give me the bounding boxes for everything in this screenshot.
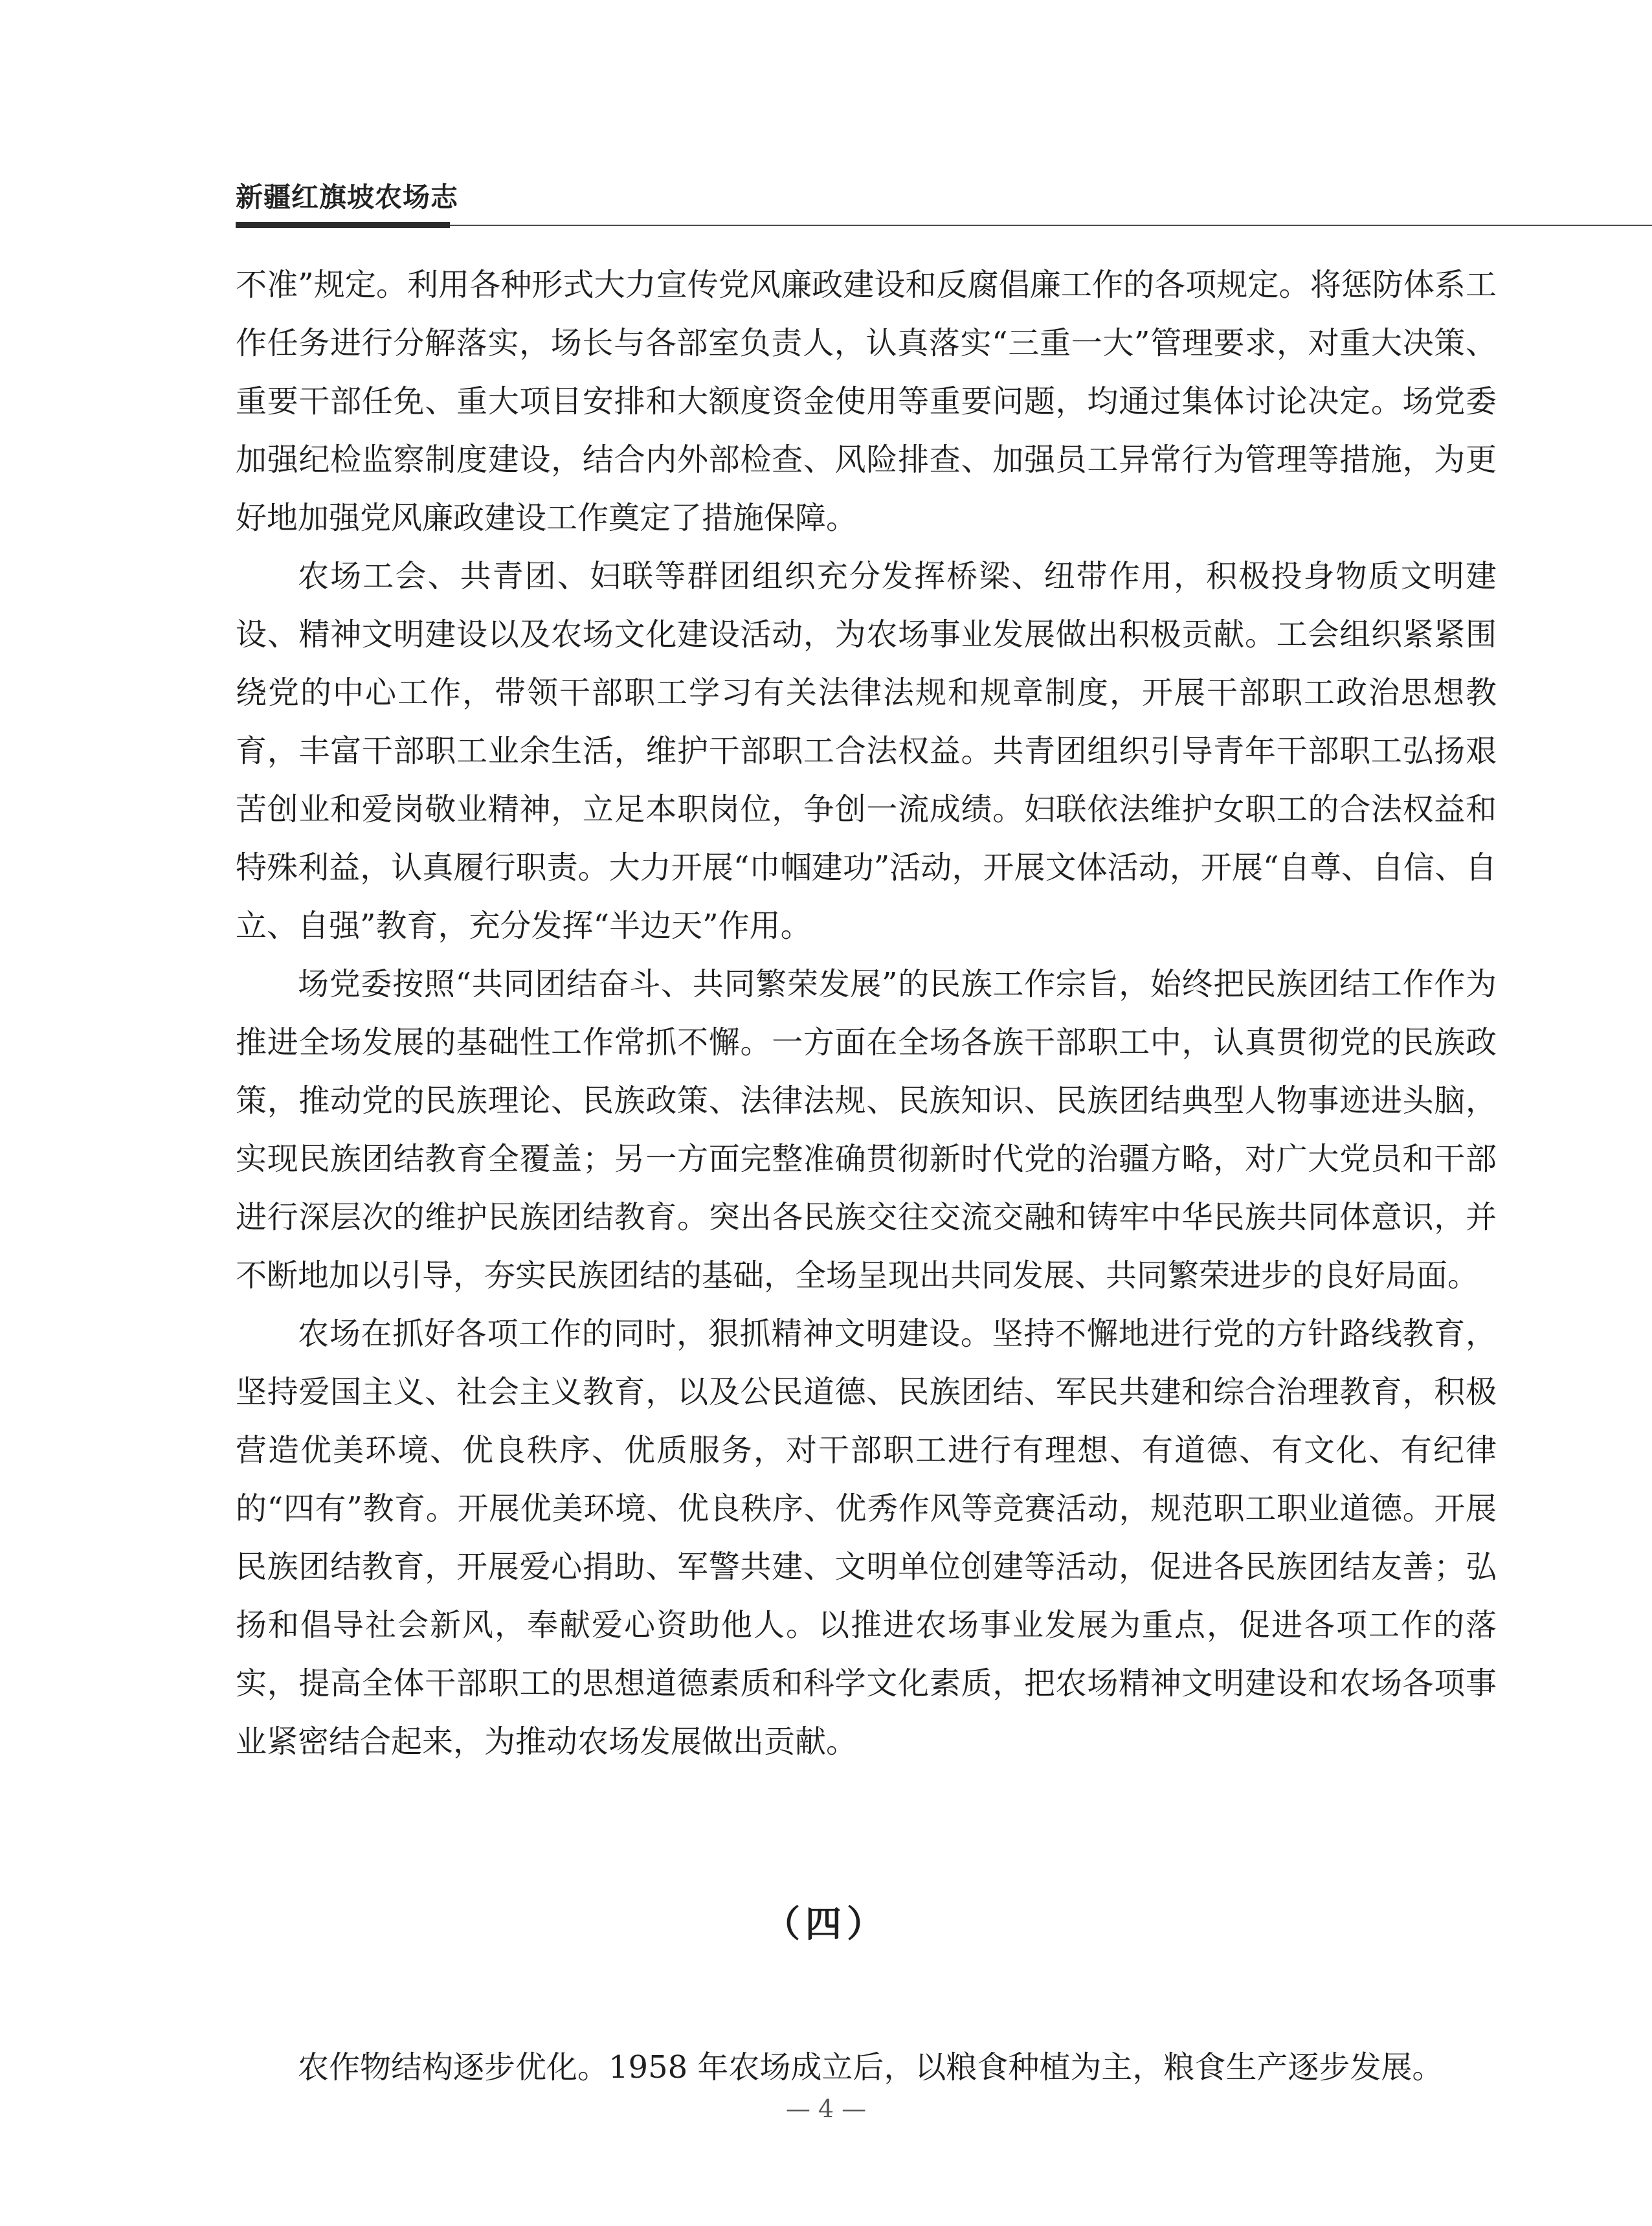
paragraph-continuation: 不准”规定。利用各种形式大力宣传党风廉政建设和反腐倡廉工作的各项规定。将惩防体系工作任务进行分解落实，场长与各部室负责人，认真落实“三重一大”管理要求，对重大决策、重要干部任免、重大项目安排和大额度资金使用等重要问题，均通过集体讨论决定。场党委加强纪检监察制度建设，结合内外部检查、风险排查、加强员工异常行为管理等措施，为更好地加强党风廉政建设工作奠定了措施保障。 bbox=[236, 267, 1497, 536]
section-first-paragraph: 农作物结构逐步优化。1958 年农场成立后，以粮食种植为主，粮食生产逐步发展。 bbox=[298, 2049, 1444, 2085]
running-header-book-title: 新疆红旗坡农场志 bbox=[236, 181, 459, 213]
paragraph-mass-organizations: 农场工会、共青团、妇联等群团组织充分发挥桥梁、纽带作用，积极投身物质文明建设、精神文明建设以及农场文化建设活动，为农场事业发展做出积极贡献。工会组织紧紧围绕党的中心工作，带领干部职工学习有关法律法规和规章制度，开展干部职工政治思想教育，丰富干部职工业余生活，维护干部职工合法权益。共青团组织引导青年干部职工弘扬艰苦创业和爱岗敬业精神，立足本职岗位，争创一流成绩。妇联依法维护女职工的合法权益和特殊利益，认真履行职责。大力开展“巾帼建功”活动，开展文体活动，开展“自尊、自信、自立、自强”教育，充分发挥“半边天”作用。 bbox=[236, 558, 1497, 944]
header-rule-thick bbox=[236, 222, 450, 228]
page-number: — 4 — bbox=[785, 2095, 867, 2123]
paragraph-ethnic-unity: 场党委按照“共同团结奋斗、共同繁荣发展”的民族工作宗旨，始终把民族团结工作作为推进全场发展的基础性工作常抓不懈。一方面在全场各族干部职工中，认真贯彻党的民族政策，推动党的民族理论、民族政策、法律法规、民族知识、民族团结典型人物事迹进头脑，实现民族团结教育全覆盖；另一方面完整准确贯彻新时代党的治疆方略，对广大党员和干部进行深层次的维护民族团结教育。突出各民族交往交流交融和铸牢中华民族共同体意识，并不断地加以引导，夯实民族团结的基础，全场呈现出共同发展、共同繁荣进步的良好局面。 bbox=[236, 966, 1497, 1294]
section-heading: （四） bbox=[764, 1904, 888, 1946]
body-text bbox=[236, 256, 1497, 1771]
paragraph-spiritual-civilization: 农场在抓好各项工作的同时，狠抓精神文明建设。坚持不懈地进行党的方针路线教育，坚持爱国主义、社会主义教育，以及公民道德、民族团结、军民共建和综合治理教育，积极营造优美环境、优良秩序、优质服务，对干部职工进行有理想、有道德、有文化、有纪律的“四有”教育。开展优美环境、优良秩序、优秀作风等竞赛活动，规范职工职业道德。开展民族团结教育，开展爱心捐助、军警共建、文明单位创建等活动，促进各民族团结友善；弘扬和倡导社会新风，奉献爱心资助他人。以推进农场事业发展为重点，促进各项工作的落实，提高全体干部职工的思想道德素质和科学文化素质，把农场精神文明建设和农场各项事业紧密结合起来，为推动农场发展做出贡献。 bbox=[236, 1316, 1497, 1760]
header-rule-thin bbox=[450, 225, 1652, 226]
